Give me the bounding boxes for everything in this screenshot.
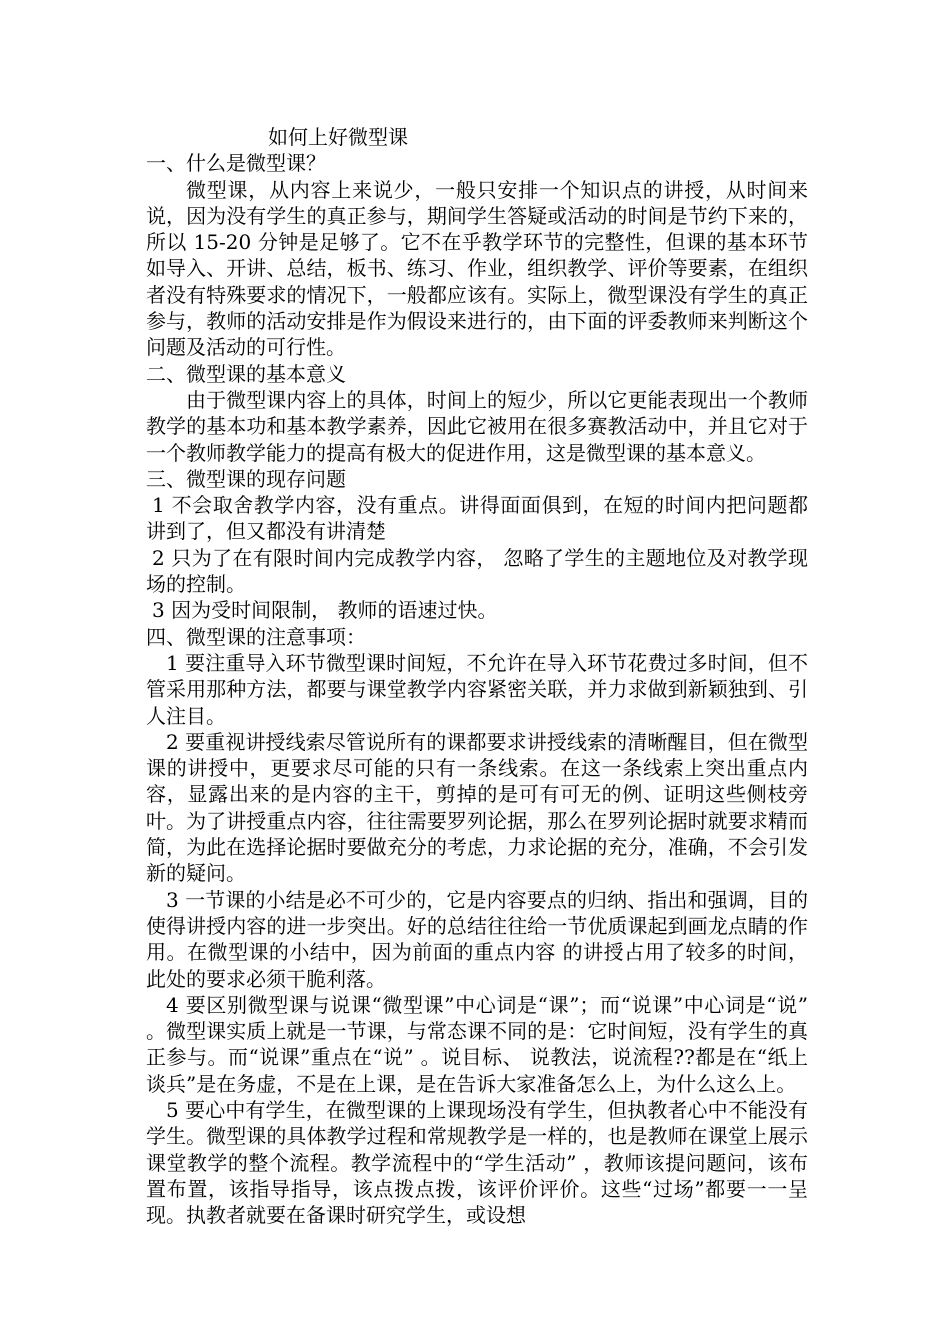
document-title: 如何上好微型课 (268, 125, 408, 149)
section-3-item-1: 1 不会取舍教学内容，没有重点。讲得面面俱到，在短的时间内把问题都讲到了，但又都没有讲清楚 (146, 493, 808, 544)
section-heading-2: 二、微型课的基本意义 (146, 361, 346, 386)
section-4-item-4: 4 要区别微型课与说课“微型课”中心词是“课”；而“说课”中心词是“说” 。微型课实质上就是一节课，与常态课不同的是：它时间短，没有学生的真正参与。而“说课”重点在“说” 。说目标、 说教法，说流程??都是在“纸上谈兵”是在务虚，不是在上课，是在告诉大家准备怎么上，为什么这么上。 (146, 992, 808, 1096)
section-4-item-5: 5 要心中有学生，在微型课的上课现场没有学生，但执教者心中不能没有学生。微型课的具体教学过程和常规教学是一样的，也是教师在课堂上展示课堂教学的整个流程。教学流程中的“学生活动” ，教师该提问题问，该布置布置，该指导指导，该点拨点拨，该评价评价。这些“过场”都要一一呈现。执教者就要在备课时研究学生，或设想 (146, 1097, 808, 1228)
section-1-paragraph-1: 微型课，从内容上来说少，一般只安排一个知识点的讲授，从时间来说，因为没有学生的真正参与，期间学生答疑或活动的时间是节约下来的，所以 15-20 分钟是足够了。它不在乎教学环节的完整性，但课的基本环节如导入、开讲、总结，板书、练习、作业，组织教学、评价等要素，在组织者没有特殊要求的情况下，一般都应该有。实际上，微型课没有学生的真正参与，教师的活动安排是作为假设来进行的，由下面的评委教师来判断这个问题及活动的可行性。 (146, 177, 808, 360)
section-heading-3: 三、微型课的现存问题 (146, 466, 346, 491)
section-3-item-3: 3 因为受时间限制， 教师的语速过快。 (152, 598, 498, 623)
section-heading-1: 一、什么是微型课？ (146, 151, 326, 176)
section-4-item-1: 1 要注重导入环节微型课时间短，不允许在导入环节花费过多时间，但不管采用那种方法，都要与课堂教学内容紧密关联，并力求做到新颖独到、引人注目。 (146, 650, 808, 728)
section-4-item-2: 2 要重视讲授线索尽管说所有的课都要求讲授线索的清晰醒目，但在微型课的讲授中，更要求尽可能的只有一条线索。在这一条线索上突出重点内容，显露出来的是内容的主干，剪掉的是可有可无的例、证明这些侧枝旁叶。为了讲授重点内容，往往需要罗列论据，那么在罗列论据时就要求精而简，为此在选择论据时要做充分的考虑，力求论据的充分，准确，不会引发新的疑问。 (146, 729, 808, 886)
section-3-item-2: 2 只为了在有限时间内完成教学内容， 忽略了学生的主题地位及对教学现场的控制。 (146, 545, 808, 597)
section-heading-4: 四、微型课的注意事项： (146, 624, 366, 649)
section-4-item-3: 3 一节课的小结是必不可少的，它是内容要点的归纳、指出和强调，目的使得讲授内容的进一步突出。好的总结往往给一节优质课起到画龙点睛的作用。在微型课的小结中，因为前面的重点内容 的讲授占用了较多的时间，此处的要求必须干脆利落。 (146, 887, 808, 991)
section-2-paragraph-1: 由于微型课内容上的具体，时间上的短少，所以它更能表现出一个教师教学的基本功和基本教学素养，因此它被用在很多赛教活动中，并且它对于一个教师教学能力的提高有极大的促进作用，这是微型课的基本意义。 (146, 387, 808, 465)
document-page (146, 124, 808, 1228)
